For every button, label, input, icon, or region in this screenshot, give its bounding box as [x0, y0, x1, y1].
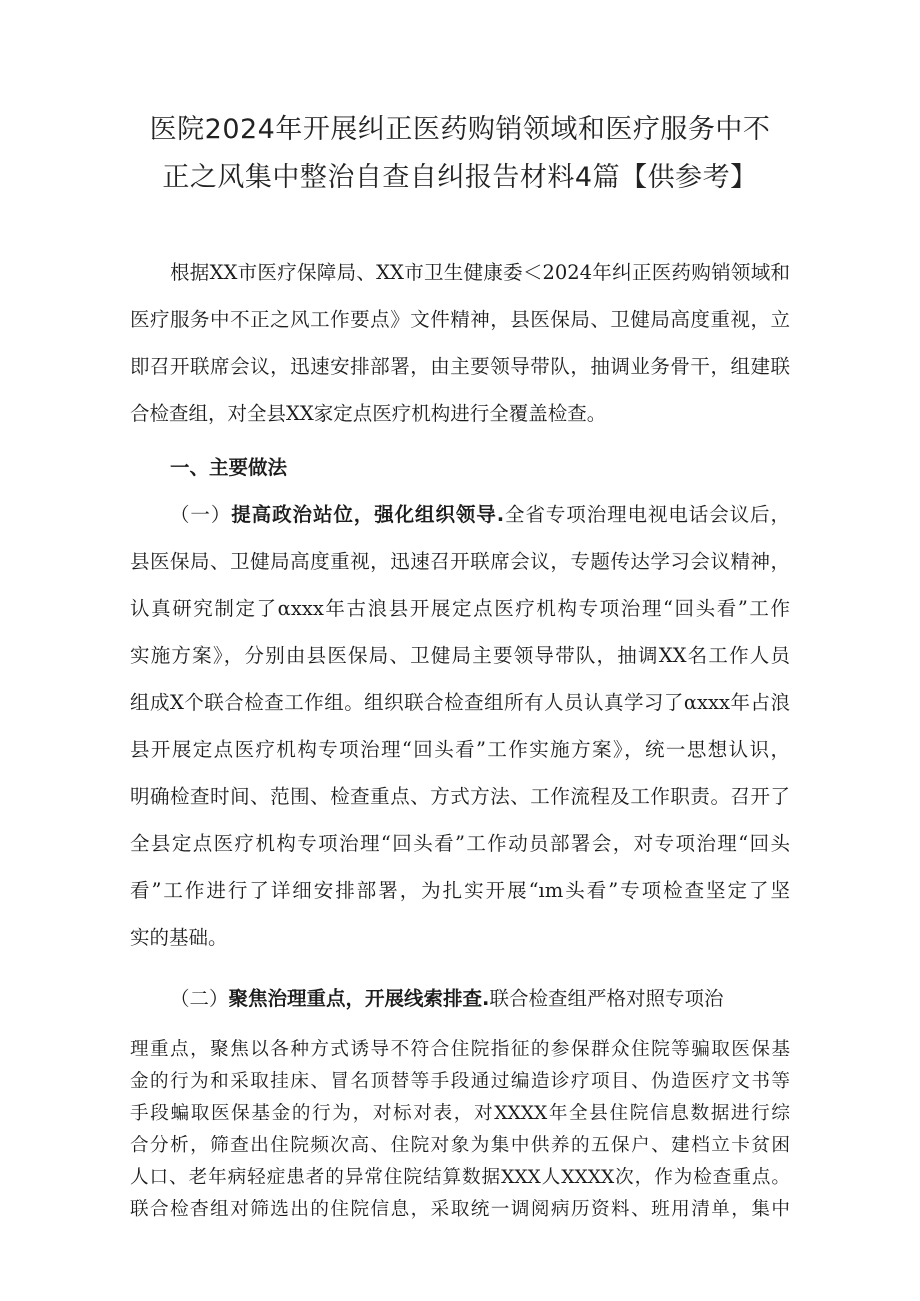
- sub2-line: 联合检杳组对筛选出的住院信息，采取统一调阅病历资料、班用清单，集中: [130, 1199, 790, 1220]
- sub1-line: 全县定点医疗机构专项治理“回头看”工作动员部署会，对专项治理“回头: [130, 832, 790, 855]
- sub2-prefix: （二）: [170, 987, 229, 1010]
- sub2-first-rest: 联合检查组严格对照专项治: [489, 987, 724, 1010]
- sub2-line: 合分析，筛查出住院频次高、住院对象为集中供养的五保户、建档立卡贫困: [130, 1135, 790, 1156]
- sub1-line: 县开展定点医疗机构专项治理“回头看”工作实施方案》，统一思想认识，: [130, 738, 790, 761]
- sub1-line: 明确检查时间、范围、检查重点、方式方法、工作流程及工作职责。召开了: [130, 785, 790, 808]
- document-title-line-1: 医院2024年开展纠正医药购销领域和医疗服务中不: [149, 114, 771, 145]
- intro-line-4: 合检查组，对全县XX家定点医疗机构进行全覆盖检查。: [130, 402, 607, 425]
- intro-line-1: 根据XX市医疗保障局、XX市卫生健康委＜2024年纠正医药购销领域和: [170, 261, 790, 284]
- sub1-prefix: （一）: [170, 503, 232, 526]
- sub1-bold-title: 提高政治站位，强化组织领导.: [231, 503, 505, 526]
- sub2-line: 理重点，聚焦以各种方式诱导不符合住院指征的参保群众住院等骗取医保基: [130, 1039, 790, 1060]
- intro-line-3: 即召开联席会议，迅速安排部署，由主要领导带队，抽调业务骨干，组建联: [130, 355, 790, 378]
- sub1-line: 看”工作进行了详细安排部署，为扎实开展“ım头看”专项检查坚定了坚: [130, 879, 790, 902]
- intro-line-2: 医疗服务中不正之风工作要点》文件精神，县医保局、卫健局高度重视，立: [130, 308, 790, 331]
- section-heading-main-practices: 一、主要做法: [170, 456, 288, 479]
- sub1-line: 组成X个联合检查工作组。组织联合检查组所有人员认真学习了αxxx年占浪: [130, 691, 790, 714]
- sub1-line: 实施方案》，分别由县医保局、卫健局主要领导带队，抽调XX名工作人员: [130, 644, 790, 667]
- sub2-first-line: [170, 984, 790, 1014]
- sub1-line: 认真研究制定了αxxx年古浪县开展定点医疗机构专项治理“回头看”工作: [130, 597, 790, 620]
- sub1-first-line: [170, 500, 790, 530]
- document-title-line-2: 正之风集中整治自查自纠报告材料4篇【供参考】: [162, 162, 758, 193]
- sub1-line: 县医保局、卫健局高度重视，迅速召开联席会议，专题传达学习会议精神，: [130, 550, 790, 573]
- sub1-first-rest: 全省专项治理电视电话会议后，: [504, 503, 790, 526]
- sub2-bold-title: 聚焦治理重点，开展线索排查.: [228, 987, 490, 1010]
- sub2-line: 手段蝙取医保基金的行为，对标对表，对XXXX年全县住院信息数据进行综: [130, 1103, 790, 1124]
- sub2-line: 金的行为和采取挂床、冒名顶替等手段通过编造诊疗项目、伪造医疗文书等: [130, 1071, 790, 1092]
- sub2-line: 人口、老年病轻症患者的异常住院结算数据XXX人XXXX次，作为检查重点。: [130, 1167, 790, 1188]
- sub1-line: 实的基础。: [130, 926, 228, 949]
